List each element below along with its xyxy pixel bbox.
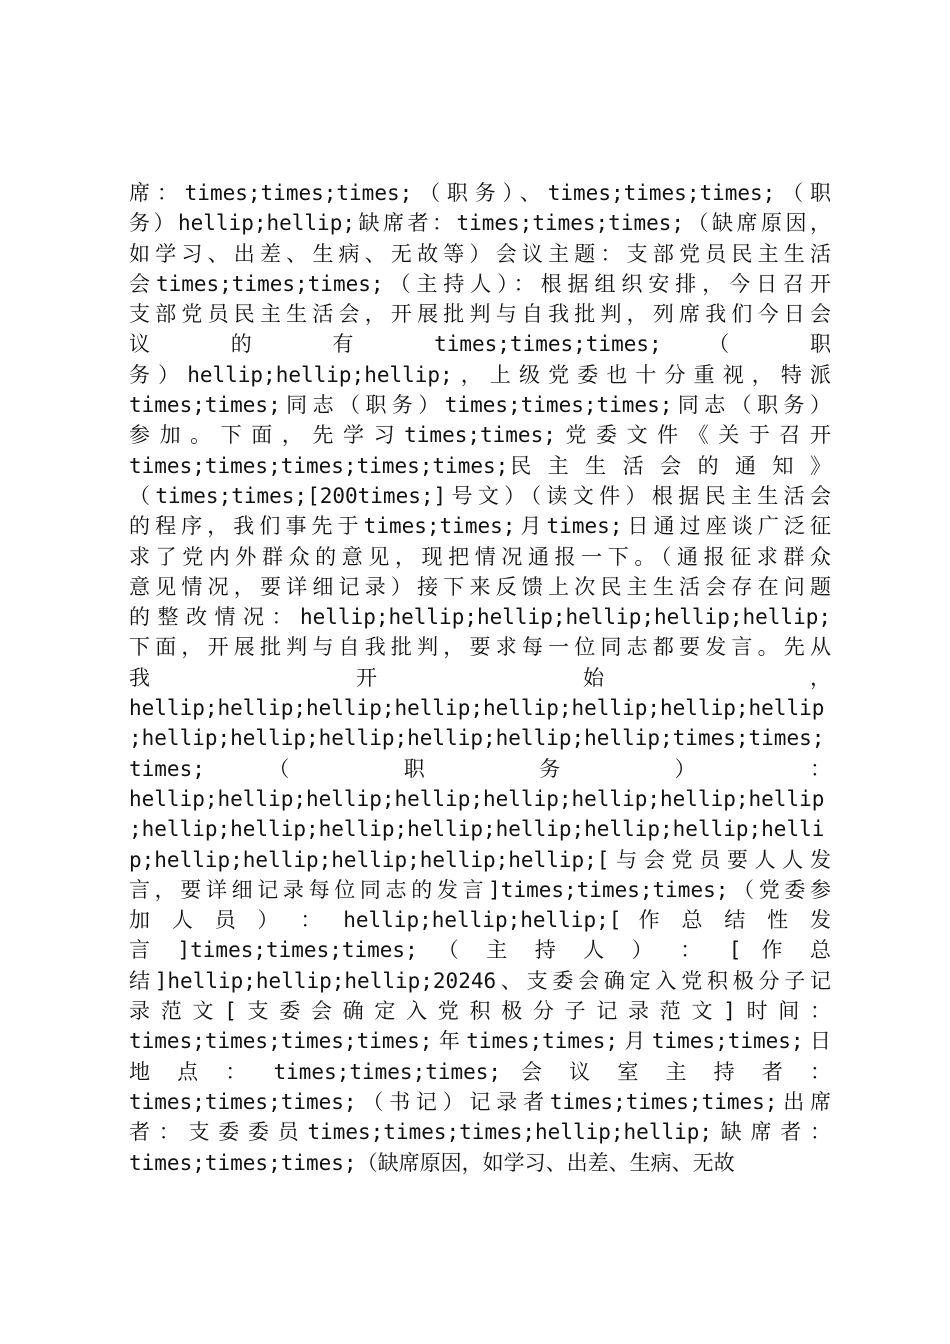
text-line: hellip;hellip;hellip;hellip;hellip;hellip;hellip;hellip bbox=[129, 696, 825, 721]
text-line: times;times;times;times;年times;times;月times;times;日 bbox=[129, 1029, 831, 1054]
text-line: times;times;times;times;times;民 主 生 活 会 的 通 知 》 bbox=[129, 453, 831, 478]
text-line: 求了党内外群众的意见，现把情况通报一下。（通报征求群众 bbox=[129, 544, 831, 569]
text-line: 支部党员民主生活会，开展批判与自我批判，列席我们今日会 bbox=[129, 302, 831, 327]
text-line: 的程序，我们事先于times;times;月times;日通过座谈广泛征 bbox=[129, 514, 831, 539]
text-line: 的整改情况：hellip;hellip;hellip;hellip;hellip;hellip; bbox=[129, 605, 831, 630]
text-line: ;hellip;hellip;hellip;hellip;hellip;hellip;hellip;helli bbox=[129, 817, 825, 842]
text-line: 如学习、出差、生病、无故等）会议主题：支部党员民主生活 bbox=[129, 241, 831, 266]
text-line: 议 的 有 times;times;times; （ 职 bbox=[129, 332, 831, 357]
text-line: 会times;times;times;（主持人）：根据组织安排，今日召开 bbox=[129, 271, 831, 296]
text-line: 务）hellip;hellip;缺席者：times;times;times;（缺席原因， bbox=[129, 211, 831, 236]
text-line: 席：times;times;times;（职务）、times;times;times;（职 bbox=[129, 181, 831, 205]
text-line: 参加。下面，先学习times;times;党委文件《关于召开 bbox=[129, 423, 831, 448]
text-line: 加 人 员 ） ： hellip;hellip;hellip;[ 作 总 结 性 发 bbox=[129, 908, 831, 933]
text-line: 结]hellip;hellip;hellip;20246、支委会确定入党积极分子记 bbox=[129, 968, 831, 993]
text-line: 者：支委委员times;times;times;hellip;hellip;缺席者： bbox=[129, 1120, 831, 1145]
text-line: hellip;hellip;hellip;hellip;hellip;hellip;hellip;hellip bbox=[129, 786, 825, 811]
text-line: 意见情况，要详细记录）接下来反馈上次民主生活会存在问题 bbox=[129, 574, 831, 599]
text-line: 我 开 始 ， bbox=[129, 665, 831, 690]
text-line: times;times;times;（书记）记录者times;times;times;出席 bbox=[129, 1089, 831, 1114]
text-line: times;times;times;（缺席原因，如学习、出差、生病、无故 bbox=[129, 1150, 735, 1175]
text-line: times;times;同志（职务）times;times;times;同志（职务） bbox=[129, 393, 831, 418]
text-line: 录范文[支委会确定入党积极分子记录范文]时间： bbox=[129, 999, 831, 1024]
text-line: p;hellip;hellip;hellip;hellip;hellip;[与会党员要人人发 bbox=[129, 847, 831, 872]
text-line: ;hellip;hellip;hellip;hellip;hellip;hellip;times;times; bbox=[129, 726, 825, 751]
text-line: 地 点 ： times;times;times; 会 议 室 主 持 者 ： bbox=[129, 1059, 831, 1084]
text-line: 言，要详细记录每位同志的发言]times;times;times;（党委参 bbox=[129, 877, 831, 902]
body-text bbox=[129, 178, 831, 1178]
text-line: 下面，开展批判与自我批判，要求每一位同志都要发言。先从 bbox=[129, 635, 831, 660]
text-line: 言 ]times;times;times; （ 主 持 人 ） ： [ 作 总 bbox=[129, 938, 831, 963]
text-line: （times;times;[200times;]号文）（读文件）根据民主生活会 bbox=[129, 483, 831, 508]
text-line: 务）hellip;hellip;hellip;，上级党委也十分重视，特派 bbox=[129, 362, 831, 387]
text-line: times; （ 职 务 ） ： bbox=[129, 756, 831, 781]
